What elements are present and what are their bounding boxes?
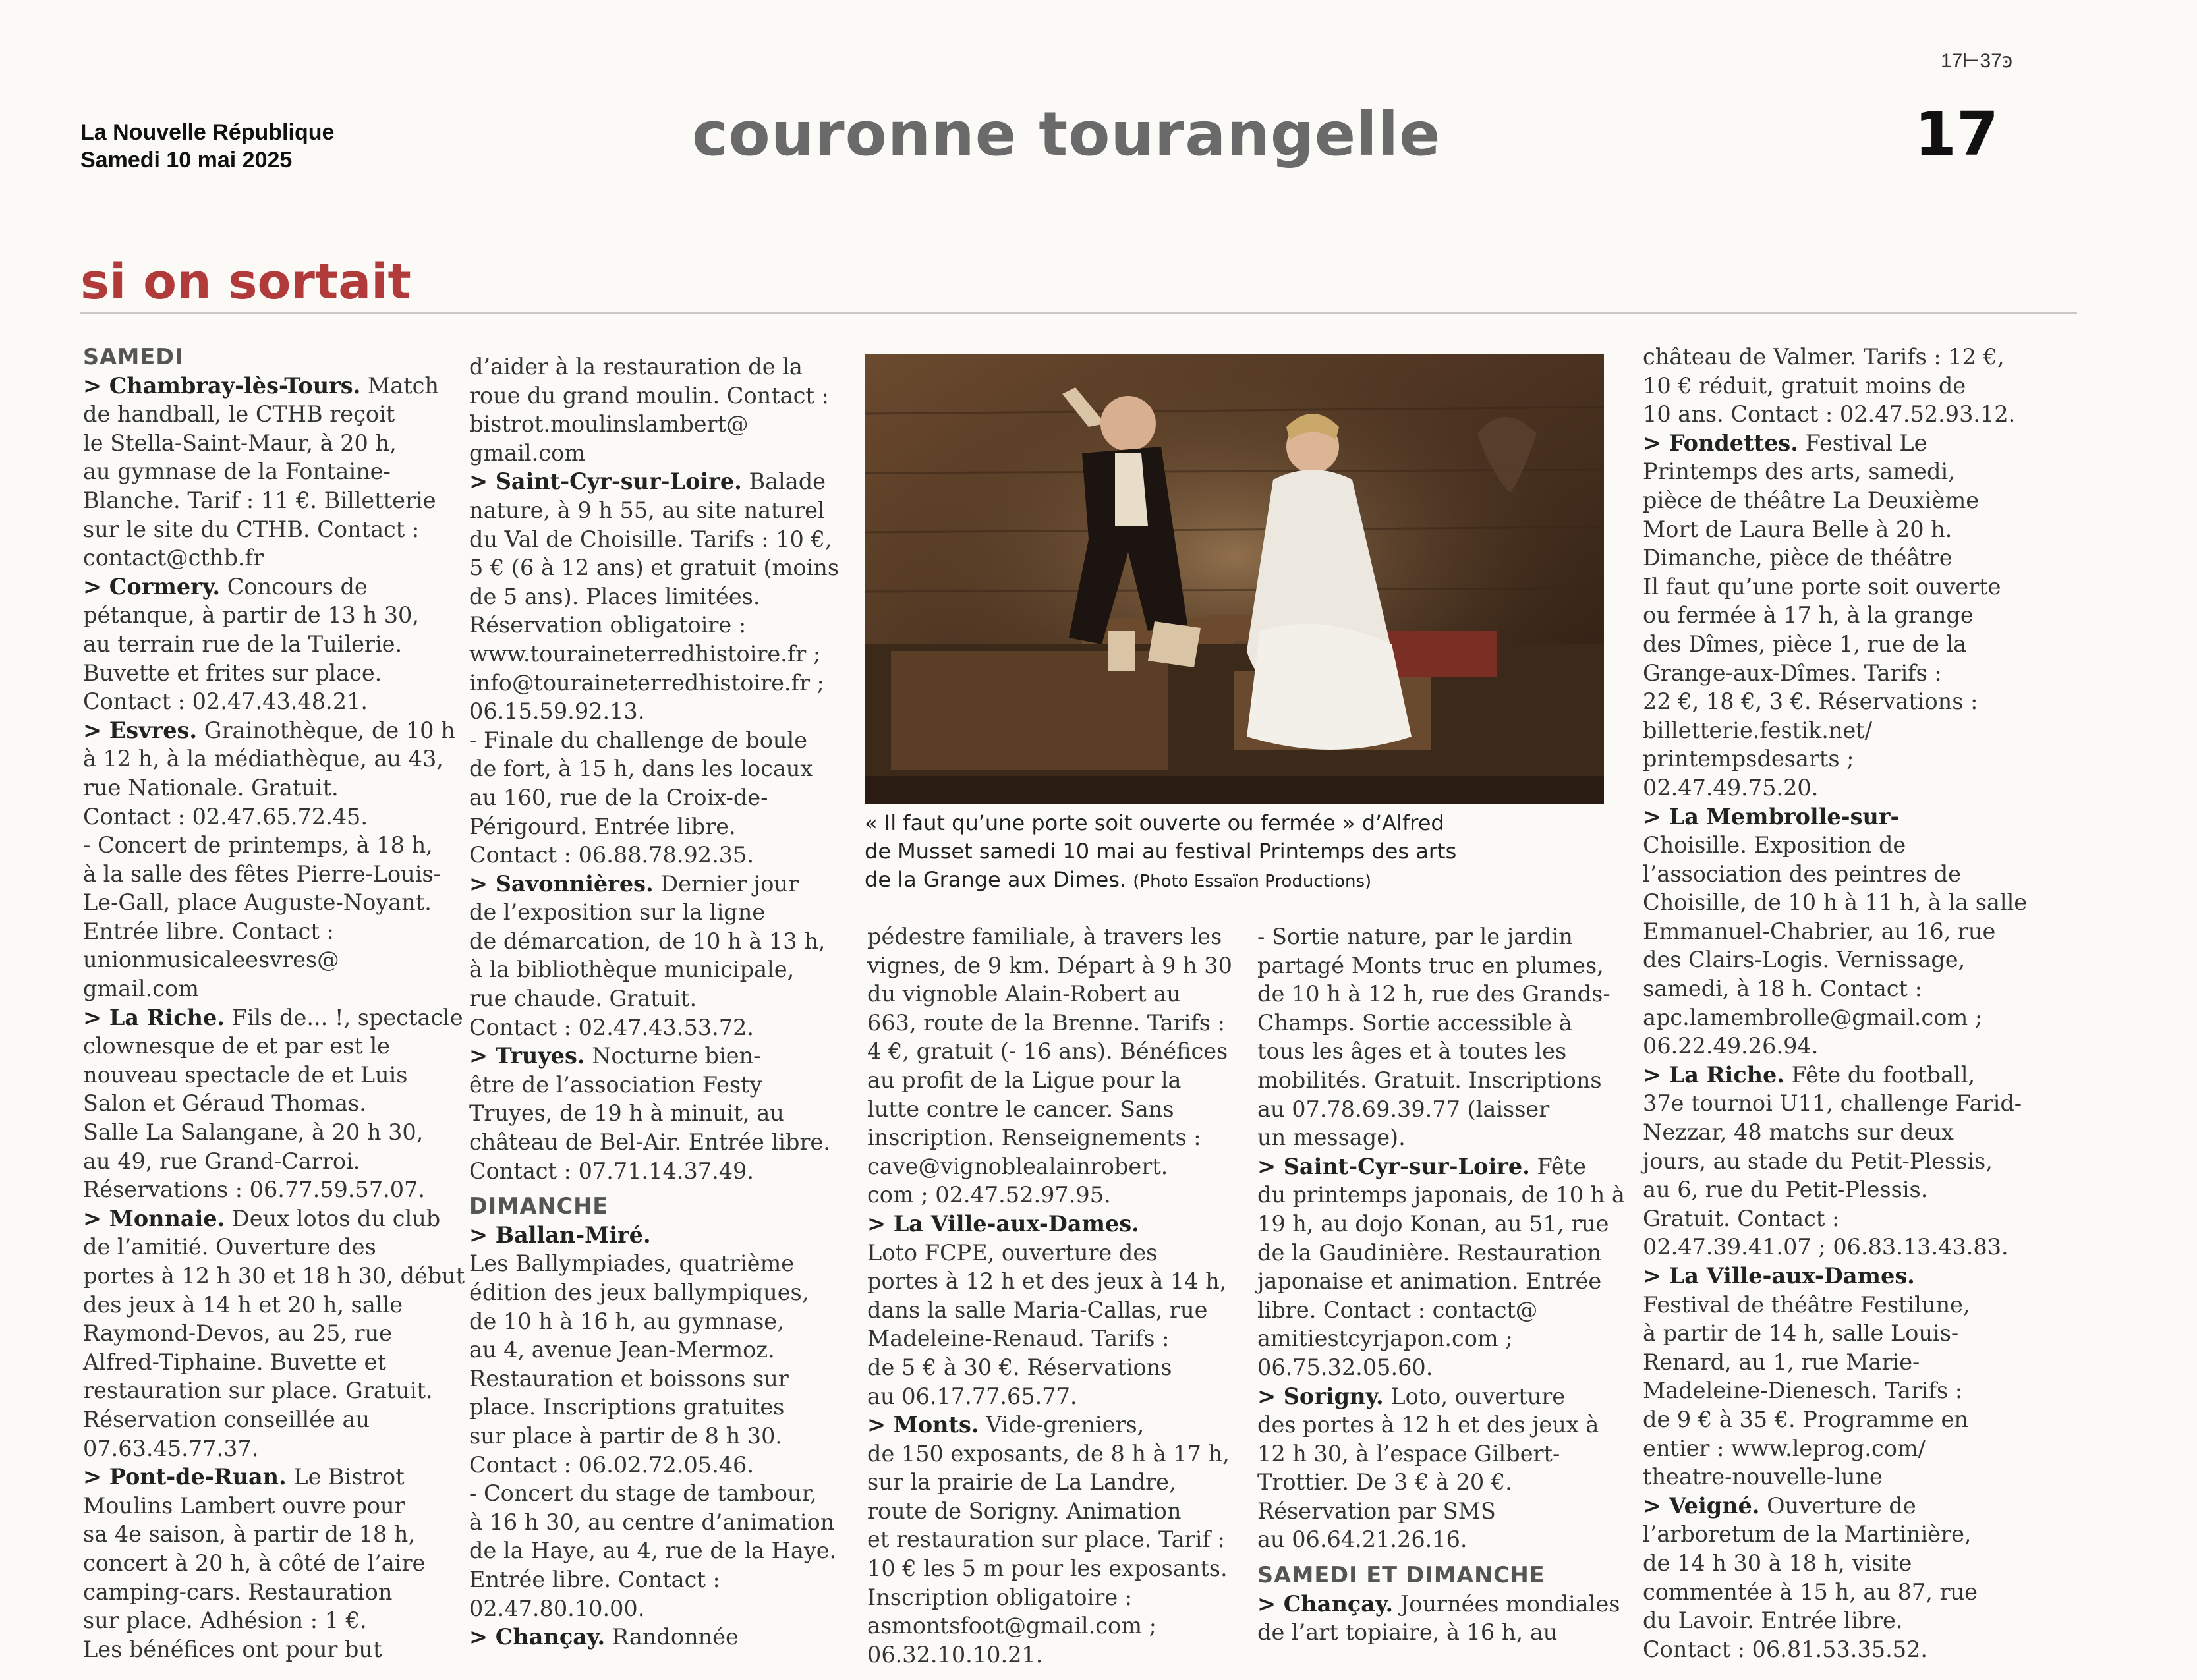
listing-line: Madeleine-Renaud. Tarifs : xyxy=(867,1326,1170,1352)
town-name: > Esvres. xyxy=(83,717,198,743)
listing-line: > La Riche. Fête du football, xyxy=(1643,1061,1976,1088)
listing-line: 07.63.45.77.37. xyxy=(83,1435,259,1461)
listing-line: 12 h 30, à l’espace Gilbert- xyxy=(1257,1440,1560,1467)
listing-line: asmontsfoot@gmail.com ; xyxy=(867,1613,1156,1639)
listing-line: pièce de théâtre La Deuxième xyxy=(1643,487,1980,513)
listing-line: > Fondettes. Festival Le xyxy=(1643,430,1927,456)
town-name: > La Ville-aux-Dames. xyxy=(867,1210,1139,1237)
listing-line: un message). xyxy=(1257,1125,1406,1151)
listing-line: du Val de Choisille. Tarifs : 10 €, xyxy=(469,526,832,552)
listing-line: Restauration et boissons sur xyxy=(469,1365,789,1391)
listing-line: au 49, rue Grand-Carroi. xyxy=(83,1148,360,1174)
listing-line: Réservation obligatoire : xyxy=(469,612,747,638)
listing-line: 37e tournoi U11, challenge Farid- xyxy=(1643,1090,2022,1117)
town-name: > Saint-Cyr-sur-Loire. xyxy=(1257,1153,1530,1179)
listing-line: lutte contre le cancer. Sans xyxy=(867,1096,1174,1122)
listing-line: et restauration sur place. Tarif : xyxy=(867,1526,1225,1553)
listing-line: www.touraineterredhistoire.fr ; xyxy=(469,640,821,667)
listing-line: du Lavoir. Entrée libre. xyxy=(1643,1608,1903,1634)
listing-line: place. Inscriptions gratuites xyxy=(469,1394,785,1420)
listing-line xyxy=(1643,1262,2027,1291)
listing-line: Gratuit. Contact : xyxy=(1643,1205,1840,1231)
listing-line: du vignoble Alain-Robert au xyxy=(867,981,1181,1007)
listing-line: - Finale du challenge de boule xyxy=(469,727,808,753)
listing-line: pédestre familiale, à travers les xyxy=(867,924,1222,949)
town-name: > Veigné. xyxy=(1643,1492,1760,1519)
listing-line: nature, à 9 h 55, au site naturel xyxy=(469,497,825,523)
listing-line: nouveau spectacle de et Luis xyxy=(83,1061,408,1088)
listing-line: ou fermée à 17 h, à la grange xyxy=(1643,602,1974,629)
listing-line: inscription. Renseignements : xyxy=(867,1125,1201,1151)
listing-line: de 10 h à 16 h, au gymnase, xyxy=(469,1308,784,1334)
listing-line: info@touraineterredhistoire.fr ; xyxy=(469,669,824,696)
listing-line: Contact : 02.47.43.53.72. xyxy=(469,1014,754,1040)
listing-line: > Saint-Cyr-sur-Loire. Balade xyxy=(469,468,826,495)
listing-line: Contact : 02.47.43.48.21. xyxy=(83,688,368,715)
town-name: > La Riche. xyxy=(1643,1061,1784,1088)
listing-line: 06.22.49.26.94. xyxy=(1643,1033,1819,1059)
paper-name: La Nouvelle République xyxy=(80,120,335,145)
listing-line: clownesque de et par est le xyxy=(83,1033,391,1059)
listing-line: samedi, à 18 h. Contact : xyxy=(1643,976,1922,1002)
listing-line: 02.47.80.10.00. xyxy=(469,1595,645,1621)
town-name: > Fondettes. xyxy=(1643,430,1798,456)
listing-line: Emmanuel-Chabrier, au 16, rue xyxy=(1643,918,1996,944)
listing-line: au 06.64.21.26.16. xyxy=(1257,1526,1468,1553)
photo-credit: (Photo Essaïon Productions) xyxy=(1133,872,1372,891)
listing-line: Mort de Laura Belle à 20 h. xyxy=(1643,516,1953,542)
listing-line: 10 € les 5 m pour les exposants. xyxy=(867,1555,1228,1582)
listing-line: des Dîmes, pièce 1, rue de la xyxy=(1643,630,1967,657)
caption-line-1: « Il faut qu’une porte soit ouverte ou fermée » d’Alfred xyxy=(865,810,1444,835)
listing-line: route de Sorigny. Animation xyxy=(867,1498,1182,1524)
listing-line: > Cormery. Concours de xyxy=(83,573,368,600)
listing-line: mobilités. Gratuit. Inscriptions xyxy=(1257,1067,1602,1093)
listing-line: de fort, à 15 h, dans les locaux xyxy=(469,756,813,782)
listing-line: de la Haye, au 4, rue de la Haye. xyxy=(469,1538,837,1564)
listing-line: de la Gaudinière. Restauration xyxy=(1257,1239,1602,1266)
listing-line: 4 €, gratuit (- 16 ans). Bénéfices xyxy=(867,1038,1228,1065)
listing-line: au terrain rue de la Tuilerie. xyxy=(83,630,403,657)
listing-line: Réservation conseillée au xyxy=(83,1406,370,1432)
listing-line: édition des jeux ballympiques, xyxy=(469,1279,809,1305)
listing-line: > Chambray-lès-Tours. Match xyxy=(83,372,440,399)
listing-line: > Esvres. Grainothèque, de 10 h xyxy=(83,717,455,743)
listing-line: Buvette et frites sur place. xyxy=(83,659,382,686)
listing-line xyxy=(867,1210,1232,1239)
listing-line: de 5 ans). Places limitées. xyxy=(469,583,760,609)
listing-line: Raymond-Devos, au 25, rue xyxy=(83,1320,392,1347)
listing-line: Les Ballympiades, quatrième xyxy=(469,1250,795,1277)
listing-line: Trottier. De 3 € à 20 €. xyxy=(1257,1469,1512,1496)
town-name: > Savonnières. xyxy=(469,870,654,897)
listing-line: Contact : 06.88.78.92.35. xyxy=(469,842,754,868)
listing-line: Moulins Lambert ouvre pour xyxy=(83,1492,405,1519)
listing-line: - Concert du stage de tambour, xyxy=(469,1480,817,1507)
listing-line: theatre-nouvelle-lune xyxy=(1643,1464,1883,1490)
column-1 xyxy=(83,343,465,1664)
listing-line: des portes à 12 h et des jeux à xyxy=(1257,1412,1599,1438)
column-3 xyxy=(867,922,1232,1669)
rubric-title: si on sortait xyxy=(80,254,411,310)
listing-line: Madeleine-Dienesch. Tarifs : xyxy=(1643,1378,1963,1404)
listing-line: Grange-aux-Dîmes. Tarifs : xyxy=(1643,659,1942,686)
town-name: > La Riche. xyxy=(83,1004,225,1030)
listing-line: 06.32.10.10.21. xyxy=(867,1641,1043,1667)
listing-line: Contact : 02.47.65.72.45. xyxy=(83,803,368,829)
column-4 xyxy=(1257,922,1625,1647)
listing-line: 5 € (6 à 12 ans) et gratuit (moins xyxy=(469,555,840,581)
listing-line: japonaise et animation. Entrée xyxy=(1257,1268,1602,1295)
listing-line: de 14 h 30 à 18 h, visite xyxy=(1643,1550,1912,1576)
page-number: 17 xyxy=(1914,99,1999,169)
listing-line: Le-Gall, place Auguste-Noyant. xyxy=(83,889,432,916)
listing-line: de démarcation, de 10 h à 13 h, xyxy=(469,928,826,954)
listing-line: com ; 02.47.52.97.95. xyxy=(867,1182,1111,1208)
listing-line: à la salle des fêtes Pierre-Louis- xyxy=(83,860,441,887)
listing-line: être de l’association Festy xyxy=(469,1071,762,1098)
listing-line: portes à 12 h et des jeux à 14 h, xyxy=(867,1268,1227,1295)
listing-line: 10 € réduit, gratuit moins de xyxy=(1643,372,1966,399)
listing-line: Nezzar, 48 matchs sur deux xyxy=(1643,1119,1954,1146)
listing-line: au gymnase de la Fontaine- xyxy=(83,459,391,485)
listing-line: 19 h, au dojo Konan, au 51, rue xyxy=(1257,1210,1609,1237)
corner-code: 17⊢37ꜿ xyxy=(1941,50,2013,72)
listing-line: contact@cthb.fr xyxy=(83,545,264,571)
listing-line xyxy=(1643,802,2027,831)
listing-line: château de Valmer. Tarifs : 12 €, xyxy=(1643,344,2005,370)
listing-line: > Chançay. Randonnée xyxy=(469,1624,739,1650)
town-name: > Chançay. xyxy=(469,1624,606,1650)
listing-line: au 07.78.69.39.77 (laisser xyxy=(1257,1096,1550,1122)
column-2 xyxy=(469,352,839,1652)
column-5 xyxy=(1643,343,2027,1664)
listing-line: des Clairs-Logis. Vernissage, xyxy=(1643,947,1966,973)
listing-line: tous les âges et à toutes les xyxy=(1257,1038,1567,1065)
listing-line: Les bénéfices ont pour but xyxy=(83,1636,382,1662)
listing-line: de l’art topiaire, à 16 h, au xyxy=(1257,1619,1558,1646)
theatre-scene-illustration xyxy=(865,354,1604,804)
listing-line: au 4, avenue Jean-Mermoz. xyxy=(469,1337,775,1363)
listing-line: Blanche. Tarif : 11 €. Billetterie xyxy=(83,487,436,513)
listing-line: Alfred-Tiphaine. Buvette et xyxy=(83,1349,386,1375)
listing-line: - Concert de printemps, à 18 h, xyxy=(83,832,433,858)
caption-line-3-text: de la Grange aux Dimes. xyxy=(865,867,1127,892)
listing-line: amitiestcyrjapon.com ; xyxy=(1257,1326,1513,1352)
listing-line: camping-cars. Restauration xyxy=(83,1579,393,1605)
listing-line: du printemps japonais, de 10 h à xyxy=(1257,1182,1625,1208)
listing-line: Contact : 07.71.14.37.49. xyxy=(469,1158,754,1184)
listing-line: - Sortie nature, par le jardin xyxy=(1257,924,1573,949)
caption-line-3 xyxy=(865,866,1456,896)
town-name: > Sorigny. xyxy=(1257,1383,1384,1409)
listing-line: rue Nationale. Gratuit. xyxy=(83,774,339,800)
listing-line: sur place à partir de 8 h 30. xyxy=(469,1422,783,1449)
listing-line: Contact : 06.81.53.35.52. xyxy=(1643,1636,1927,1662)
listing-line: > Sorigny. Loto, ouverture xyxy=(1257,1383,1566,1409)
listing-line: à partir de 14 h, salle Louis- xyxy=(1643,1320,1959,1347)
listing-line: Réservations : 06.77.59.57.07. xyxy=(83,1177,426,1203)
town-name: > La Membrolle-sur- xyxy=(1643,803,1900,829)
listing-line: unionmusicaleesvres@ xyxy=(83,947,339,973)
listing-line: Champs. Sortie accessible à xyxy=(1257,1009,1572,1036)
listing-line: partagé Monts truc en plumes, xyxy=(1257,952,1604,978)
listing-line: de 10 h à 12 h, rue des Grands- xyxy=(1257,981,1611,1007)
town-name: > Cormery. xyxy=(83,573,221,600)
listing-line: concert à 20 h, à côté de l’aire xyxy=(83,1550,426,1576)
listing-line: sur le site du CTHB. Contact : xyxy=(83,516,420,542)
listing-line: Inscription obligatoire : xyxy=(867,1584,1133,1610)
listing-line: Loto FCPE, ouverture des xyxy=(867,1239,1158,1266)
listing-line: Contact : 06.02.72.05.46. xyxy=(469,1451,754,1478)
rubric-rule xyxy=(80,312,2077,314)
listing-line: Réservation par SMS xyxy=(1257,1498,1496,1524)
caption-line-2: de Musset samedi 10 mai au festival Printemps des arts xyxy=(865,839,1457,864)
listing-line: Salon et Géraud Thomas. xyxy=(83,1090,366,1117)
listing-line: au 6, rue du Petit-Plessis. xyxy=(1643,1177,1928,1203)
listing-line: 06.15.59.92.13. xyxy=(469,698,645,725)
listing-line: sur place. Adhésion : 1 €. xyxy=(83,1608,367,1634)
town-name: > Chambray-lès-Tours. xyxy=(83,372,361,399)
listing-line: sur la prairie de La Landre, xyxy=(867,1469,1176,1496)
listing-line: Festival de théâtre Festilune, xyxy=(1643,1291,1970,1318)
listing-line: à 12 h, à la médiathèque, au 43, xyxy=(83,746,443,772)
town-name: > Saint-Cyr-sur-Loire. xyxy=(469,468,742,495)
listing-line: de 9 € à 35 €. Programme en xyxy=(1643,1406,1968,1432)
listing-line: gmail.com xyxy=(83,976,199,1002)
listing-line: > Pont-de-Ruan. Le Bistrot xyxy=(83,1464,405,1490)
listing-line: bistrot.moulinslambert@ xyxy=(469,411,749,437)
listing-line: l’association des peintres de xyxy=(1643,860,1961,887)
listing-line: portes à 12 h 30 et 18 h 30, début xyxy=(83,1263,465,1289)
listing-line: 02.47.49.75.20. xyxy=(1643,774,1819,800)
town-name: > Chançay. xyxy=(1257,1590,1394,1617)
photo-caption xyxy=(865,809,1456,896)
listing-line: > Monnaie. Deux lotos du club xyxy=(83,1205,441,1231)
listing-line: Salle La Salangane, à 20 h 30, xyxy=(83,1119,424,1146)
listing-line: Choisille. Exposition de xyxy=(1643,832,1906,858)
listing-line: 663, route de la Brenne. Tarifs : xyxy=(867,1009,1225,1036)
listing-line: 06.75.32.05.60. xyxy=(1257,1354,1433,1380)
listing-line: Printemps des arts, samedi, xyxy=(1643,459,1955,485)
listing-line: Renard, au 1, rue Marie- xyxy=(1643,1349,1920,1375)
listing-line: au profit de la Ligue pour la xyxy=(867,1067,1182,1093)
listing-line: de 150 exposants, de 8 h à 17 h, xyxy=(867,1440,1230,1467)
listing-line: d’aider à la restauration de la xyxy=(469,354,803,379)
day-heading: SAMEDI ET DIMANCHE xyxy=(1257,1562,1545,1588)
listing-line: printempsdesarts ; xyxy=(1643,746,1854,772)
listing-line: sa 4e saison, à partir de 18 h, xyxy=(83,1521,416,1548)
issue-date: Samedi 10 mai 2025 xyxy=(80,148,293,173)
listing-line: rue chaude. Gratuit. xyxy=(469,986,697,1012)
listing-line: billetterie.festik.net/ xyxy=(1643,717,1873,743)
listing-line: Périgourd. Entrée libre. xyxy=(469,813,736,839)
listing-line: > Monts. Vide-greniers, xyxy=(867,1412,1145,1438)
listing-line: > Veigné. Ouverture de xyxy=(1643,1492,1916,1519)
listing-line: 22 €, 18 €, 3 €. Réservations : xyxy=(1643,688,1978,715)
listing-line: château de Bel-Air. Entrée libre. xyxy=(469,1129,830,1156)
listing-line: Choisille, de 10 h à 11 h, à la salle xyxy=(1643,889,2028,916)
masthead xyxy=(80,119,334,174)
town-name: > Pont-de-Ruan. xyxy=(83,1464,287,1490)
listing-line: libre. Contact : contact@ xyxy=(1257,1297,1538,1323)
listing-line: entier : www.leprog.com/ xyxy=(1643,1435,1926,1461)
listing-line: > Chançay. Journées mondiales xyxy=(1257,1590,1620,1617)
listing-line: de l’amitié. Ouverture des xyxy=(83,1234,376,1260)
listing-line: Entrée libre. Contact : xyxy=(469,1566,720,1592)
listing-line: > Savonnières. Dernier jour xyxy=(469,870,799,897)
listing-line: cave@vignoblealainrobert. xyxy=(867,1153,1168,1179)
listing-line: apc.lamembrolle@gmail.com ; xyxy=(1643,1004,1983,1030)
town-name: > La Ville-aux-Dames. xyxy=(1643,1263,1915,1289)
listing-line: des jeux à 14 h et 20 h, salle xyxy=(83,1291,403,1318)
listing-line: dans la salle Maria-Callas, rue xyxy=(867,1297,1208,1323)
listing-line: le Stella-Saint-Maur, à 20 h, xyxy=(83,430,397,456)
listing-line: Dimanche, pièce de théâtre xyxy=(1643,545,1953,571)
event-photo xyxy=(865,354,1604,804)
listing-line: pétanque, à partir de 13 h 30, xyxy=(83,602,420,629)
listing-line: vignes, de 9 km. Départ à 9 h 30 xyxy=(867,952,1232,978)
town-name: > Ballan-Miré. xyxy=(469,1221,651,1248)
listing-line: gmail.com xyxy=(469,439,585,466)
listing-line: au 160, rue de la Croix-de- xyxy=(469,784,768,810)
listing-line: 10 ans. Contact : 02.47.52.93.12. xyxy=(1643,401,2016,428)
listing-line: roue du grand moulin. Contact : xyxy=(469,382,829,408)
listing-line: de l’exposition sur la ligne xyxy=(469,899,766,926)
listing-line: restauration sur place. Gratuit. xyxy=(83,1378,433,1404)
town-name: > Monnaie. xyxy=(83,1205,225,1231)
listing-line: > Truyes. Nocturne bien- xyxy=(469,1043,761,1069)
listing-line: à 16 h 30, au centre d’animation xyxy=(469,1509,835,1535)
listing-line xyxy=(469,1221,839,1250)
section-title: couronne tourangelle xyxy=(692,99,1441,169)
listing-line: de 5 € à 30 €. Réservations xyxy=(867,1354,1172,1380)
listing-line: jours, au stade du Petit-Plessis, xyxy=(1643,1148,1993,1174)
listing-line: Il faut qu’une porte soit ouverte xyxy=(1643,573,2001,600)
town-name: > Monts. xyxy=(867,1412,979,1438)
day-heading: SAMEDI xyxy=(83,344,184,370)
listing-line: > Saint-Cyr-sur-Loire. Fête xyxy=(1257,1153,1586,1179)
listing-line: commentée à 15 h, au 87, rue xyxy=(1643,1579,1978,1605)
listing-line: l’arboretum de la Martinière, xyxy=(1643,1521,1972,1548)
listing-line: au 06.17.77.65.77. xyxy=(867,1383,1077,1409)
day-heading: DIMANCHE xyxy=(469,1193,609,1219)
town-name: > Truyes. xyxy=(469,1043,585,1069)
listing-line: > La Riche. Fils de... !, spectacle xyxy=(83,1004,463,1030)
listing-line: Entrée libre. Contact : xyxy=(83,918,334,944)
listing-line: Truyes, de 19 h à minuit, au xyxy=(469,1100,784,1127)
listing-line: 02.47.39.41.07 ; 06.83.13.43.83. xyxy=(1643,1234,2009,1260)
listing-line: de handball, le CTHB reçoit xyxy=(83,401,395,428)
listing-line: à la bibliothèque municipale, xyxy=(469,957,795,983)
